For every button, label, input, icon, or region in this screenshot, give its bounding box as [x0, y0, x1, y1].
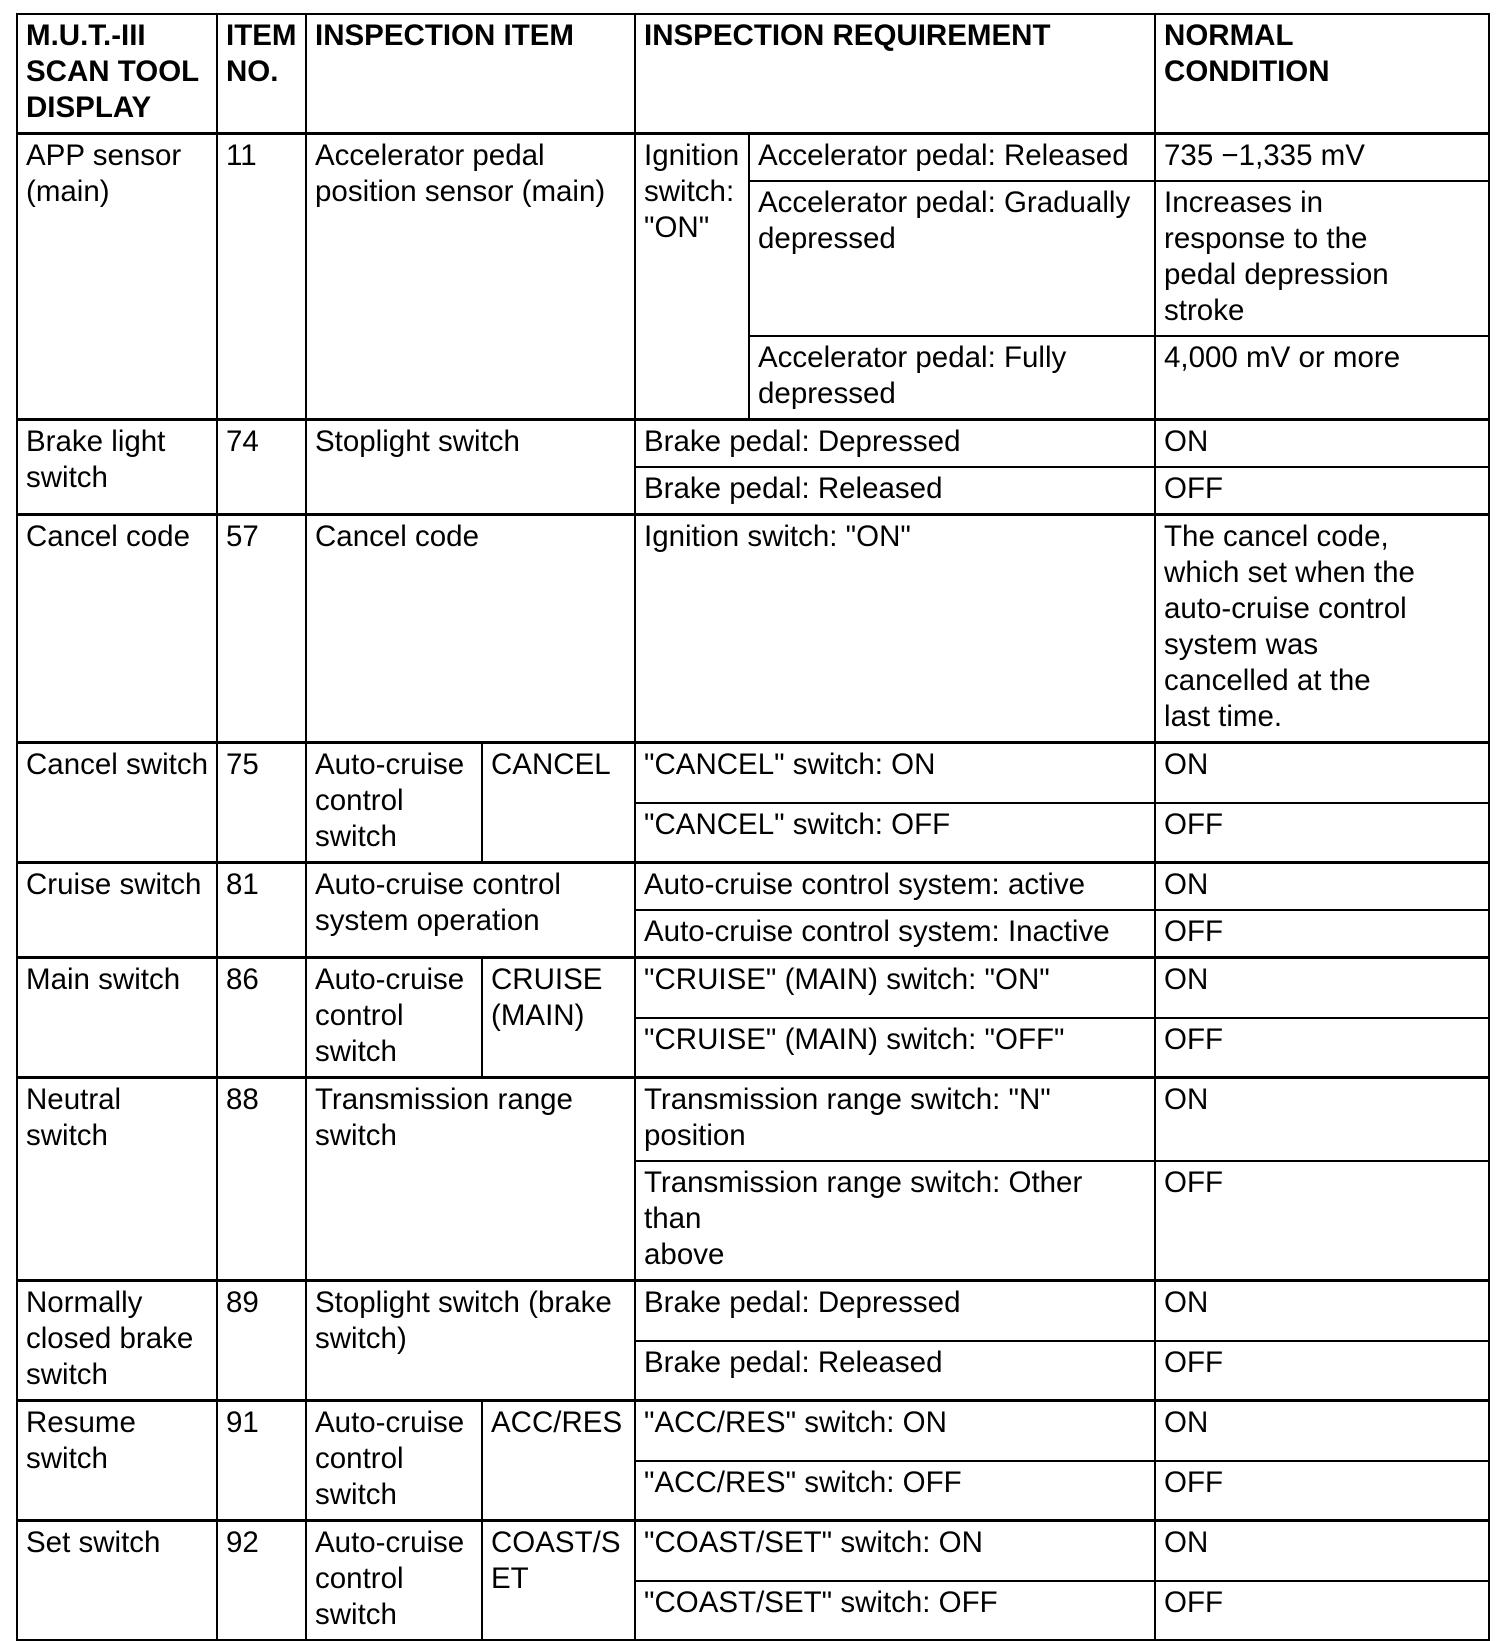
normal-condition-cell: OFF — [1155, 467, 1489, 515]
display-name-cell: Cancel code — [17, 515, 217, 743]
normal-condition-cell: ON — [1155, 958, 1489, 1018]
normal-condition-cell: ON — [1155, 1078, 1489, 1162]
inspection-item-cell: Cancel code — [306, 515, 635, 743]
display-name-cell: Brake light switch — [17, 420, 217, 515]
table-row — [17, 1521, 1489, 1581]
inspection-item-sub-cell: CANCEL — [482, 743, 635, 863]
requirement-cell: Brake pedal: Released — [635, 1341, 1155, 1401]
inspection-item-cell: Auto-cruise control switch — [306, 1521, 482, 1641]
requirement-cell: Accelerator pedal: Fully depressed — [749, 336, 1155, 420]
item-no-cell: 11 — [217, 134, 306, 420]
normal-condition-cell: OFF — [1155, 1581, 1489, 1640]
table-row — [17, 515, 1489, 743]
header-item-no: ITEM NO. — [217, 14, 306, 134]
requirement-cell: Accelerator pedal: Gradually depressed — [749, 181, 1155, 336]
display-name-cell: Resume switch — [17, 1401, 217, 1521]
display-name-cell: Normally closed brake switch — [17, 1281, 217, 1401]
requirement-cell: "COAST/SET" switch: OFF — [635, 1581, 1155, 1640]
table-row — [17, 1401, 1489, 1461]
requirement-cell: Brake pedal: Depressed — [635, 1281, 1155, 1341]
normal-condition-cell: ON — [1155, 1281, 1489, 1341]
item-no-cell: 86 — [217, 958, 306, 1078]
item-no-cell: 81 — [217, 863, 306, 958]
display-name-cell: Main switch — [17, 958, 217, 1078]
normal-condition-cell: ON — [1155, 743, 1489, 803]
inspection-item-sub-cell: CRUISE (MAIN) — [482, 958, 635, 1078]
inspection-item-cell: Auto-cruise control system operation — [306, 863, 635, 958]
inspection-item-cell: Accelerator pedal position sensor (main) — [306, 134, 635, 420]
header-display: M.U.T.-III SCAN TOOL DISPLAY — [17, 14, 217, 134]
item-no-cell: 57 — [217, 515, 306, 743]
table-row — [17, 863, 1489, 911]
requirement-cell: "CRUISE" (MAIN) switch: "OFF" — [635, 1018, 1155, 1078]
item-no-cell: 91 — [217, 1401, 306, 1521]
requirement-cell: "ACC/RES" switch: OFF — [635, 1461, 1155, 1521]
normal-condition-cell: OFF — [1155, 803, 1489, 863]
inspection-item-cell: Stoplight switch (brake switch) — [306, 1281, 635, 1401]
normal-condition-cell: ON — [1155, 1401, 1489, 1461]
requirement-cell: Transmission range switch: Other than above — [635, 1161, 1155, 1281]
inspection-item-cell: Transmission range switch — [306, 1078, 635, 1281]
inspection-item-sub-cell: ACC/RES — [482, 1401, 635, 1521]
item-no-cell: 75 — [217, 743, 306, 863]
header-normal-condition: NORMAL CONDITION — [1155, 14, 1489, 134]
item-no-cell: 92 — [217, 1521, 306, 1641]
requirement-cell: "CANCEL" switch: ON — [635, 743, 1155, 803]
requirement-cell: Brake pedal: Depressed — [635, 420, 1155, 468]
inspection-item-cell: Stoplight switch — [306, 420, 635, 515]
inspection-item-cell: Auto-cruise control switch — [306, 743, 482, 863]
table-row — [17, 1078, 1489, 1162]
requirement-cell: "CRUISE" (MAIN) switch: "ON" — [635, 958, 1155, 1018]
normal-condition-cell: OFF — [1155, 1341, 1489, 1401]
normal-condition-cell: ON — [1155, 863, 1489, 911]
normal-condition-cell: ON — [1155, 1521, 1489, 1581]
requirement-cell: Ignition switch: "ON" — [635, 515, 1155, 743]
display-name-cell: Set switch — [17, 1521, 217, 1641]
normal-condition-cell: OFF — [1155, 910, 1489, 958]
inspection-table — [16, 13, 1490, 1641]
table-row — [17, 1281, 1489, 1341]
requirement-cell: Auto-cruise control system: active — [635, 863, 1155, 911]
normal-condition-cell: 4,000 mV or more — [1155, 336, 1489, 420]
requirement-cell: Brake pedal: Released — [635, 467, 1155, 515]
item-no-cell: 89 — [217, 1281, 306, 1401]
requirement-cell: Auto-cruise control system: Inactive — [635, 910, 1155, 958]
inspection-item-cell: Auto-cruise control switch — [306, 1401, 482, 1521]
table-row — [17, 958, 1489, 1018]
table-row — [17, 743, 1489, 803]
header-row — [17, 14, 1489, 134]
normal-condition-cell: 735 −1,335 mV — [1155, 134, 1489, 182]
header-inspection-requirement: INSPECTION REQUIREMENT — [635, 14, 1155, 134]
display-name-cell: Neutral switch — [17, 1078, 217, 1281]
display-name-cell: APP sensor (main) — [17, 134, 217, 420]
table-body — [17, 134, 1489, 1641]
requirement-condition-cell: Ignition switch: "ON" — [635, 134, 749, 420]
table-row — [17, 420, 1489, 468]
requirement-cell: "ACC/RES" switch: ON — [635, 1401, 1155, 1461]
display-name-cell: Cruise switch — [17, 863, 217, 958]
normal-condition-cell: The cancel code, which set when the auto-cruise control system was cancelled at the last time. — [1155, 515, 1489, 743]
requirement-cell: Transmission range switch: "N" position — [635, 1078, 1155, 1162]
item-no-cell: 88 — [217, 1078, 306, 1281]
inspection-item-cell: Auto-cruise control switch — [306, 958, 482, 1078]
normal-condition-cell: OFF — [1155, 1161, 1489, 1281]
display-name-cell: Cancel switch — [17, 743, 217, 863]
header-inspection-item: INSPECTION ITEM — [306, 14, 635, 134]
requirement-cell: "COAST/SET" switch: ON — [635, 1521, 1155, 1581]
requirement-cell: Accelerator pedal: Released — [749, 134, 1155, 182]
normal-condition-cell: Increases in response to the pedal depression stroke — [1155, 181, 1489, 336]
table-row — [17, 134, 1489, 182]
normal-condition-cell: OFF — [1155, 1461, 1489, 1521]
normal-condition-cell: OFF — [1155, 1018, 1489, 1078]
normal-condition-cell: ON — [1155, 420, 1489, 468]
inspection-item-sub-cell: COAST/S ET — [482, 1521, 635, 1641]
requirement-cell: "CANCEL" switch: OFF — [635, 803, 1155, 863]
item-no-cell: 74 — [217, 420, 306, 515]
